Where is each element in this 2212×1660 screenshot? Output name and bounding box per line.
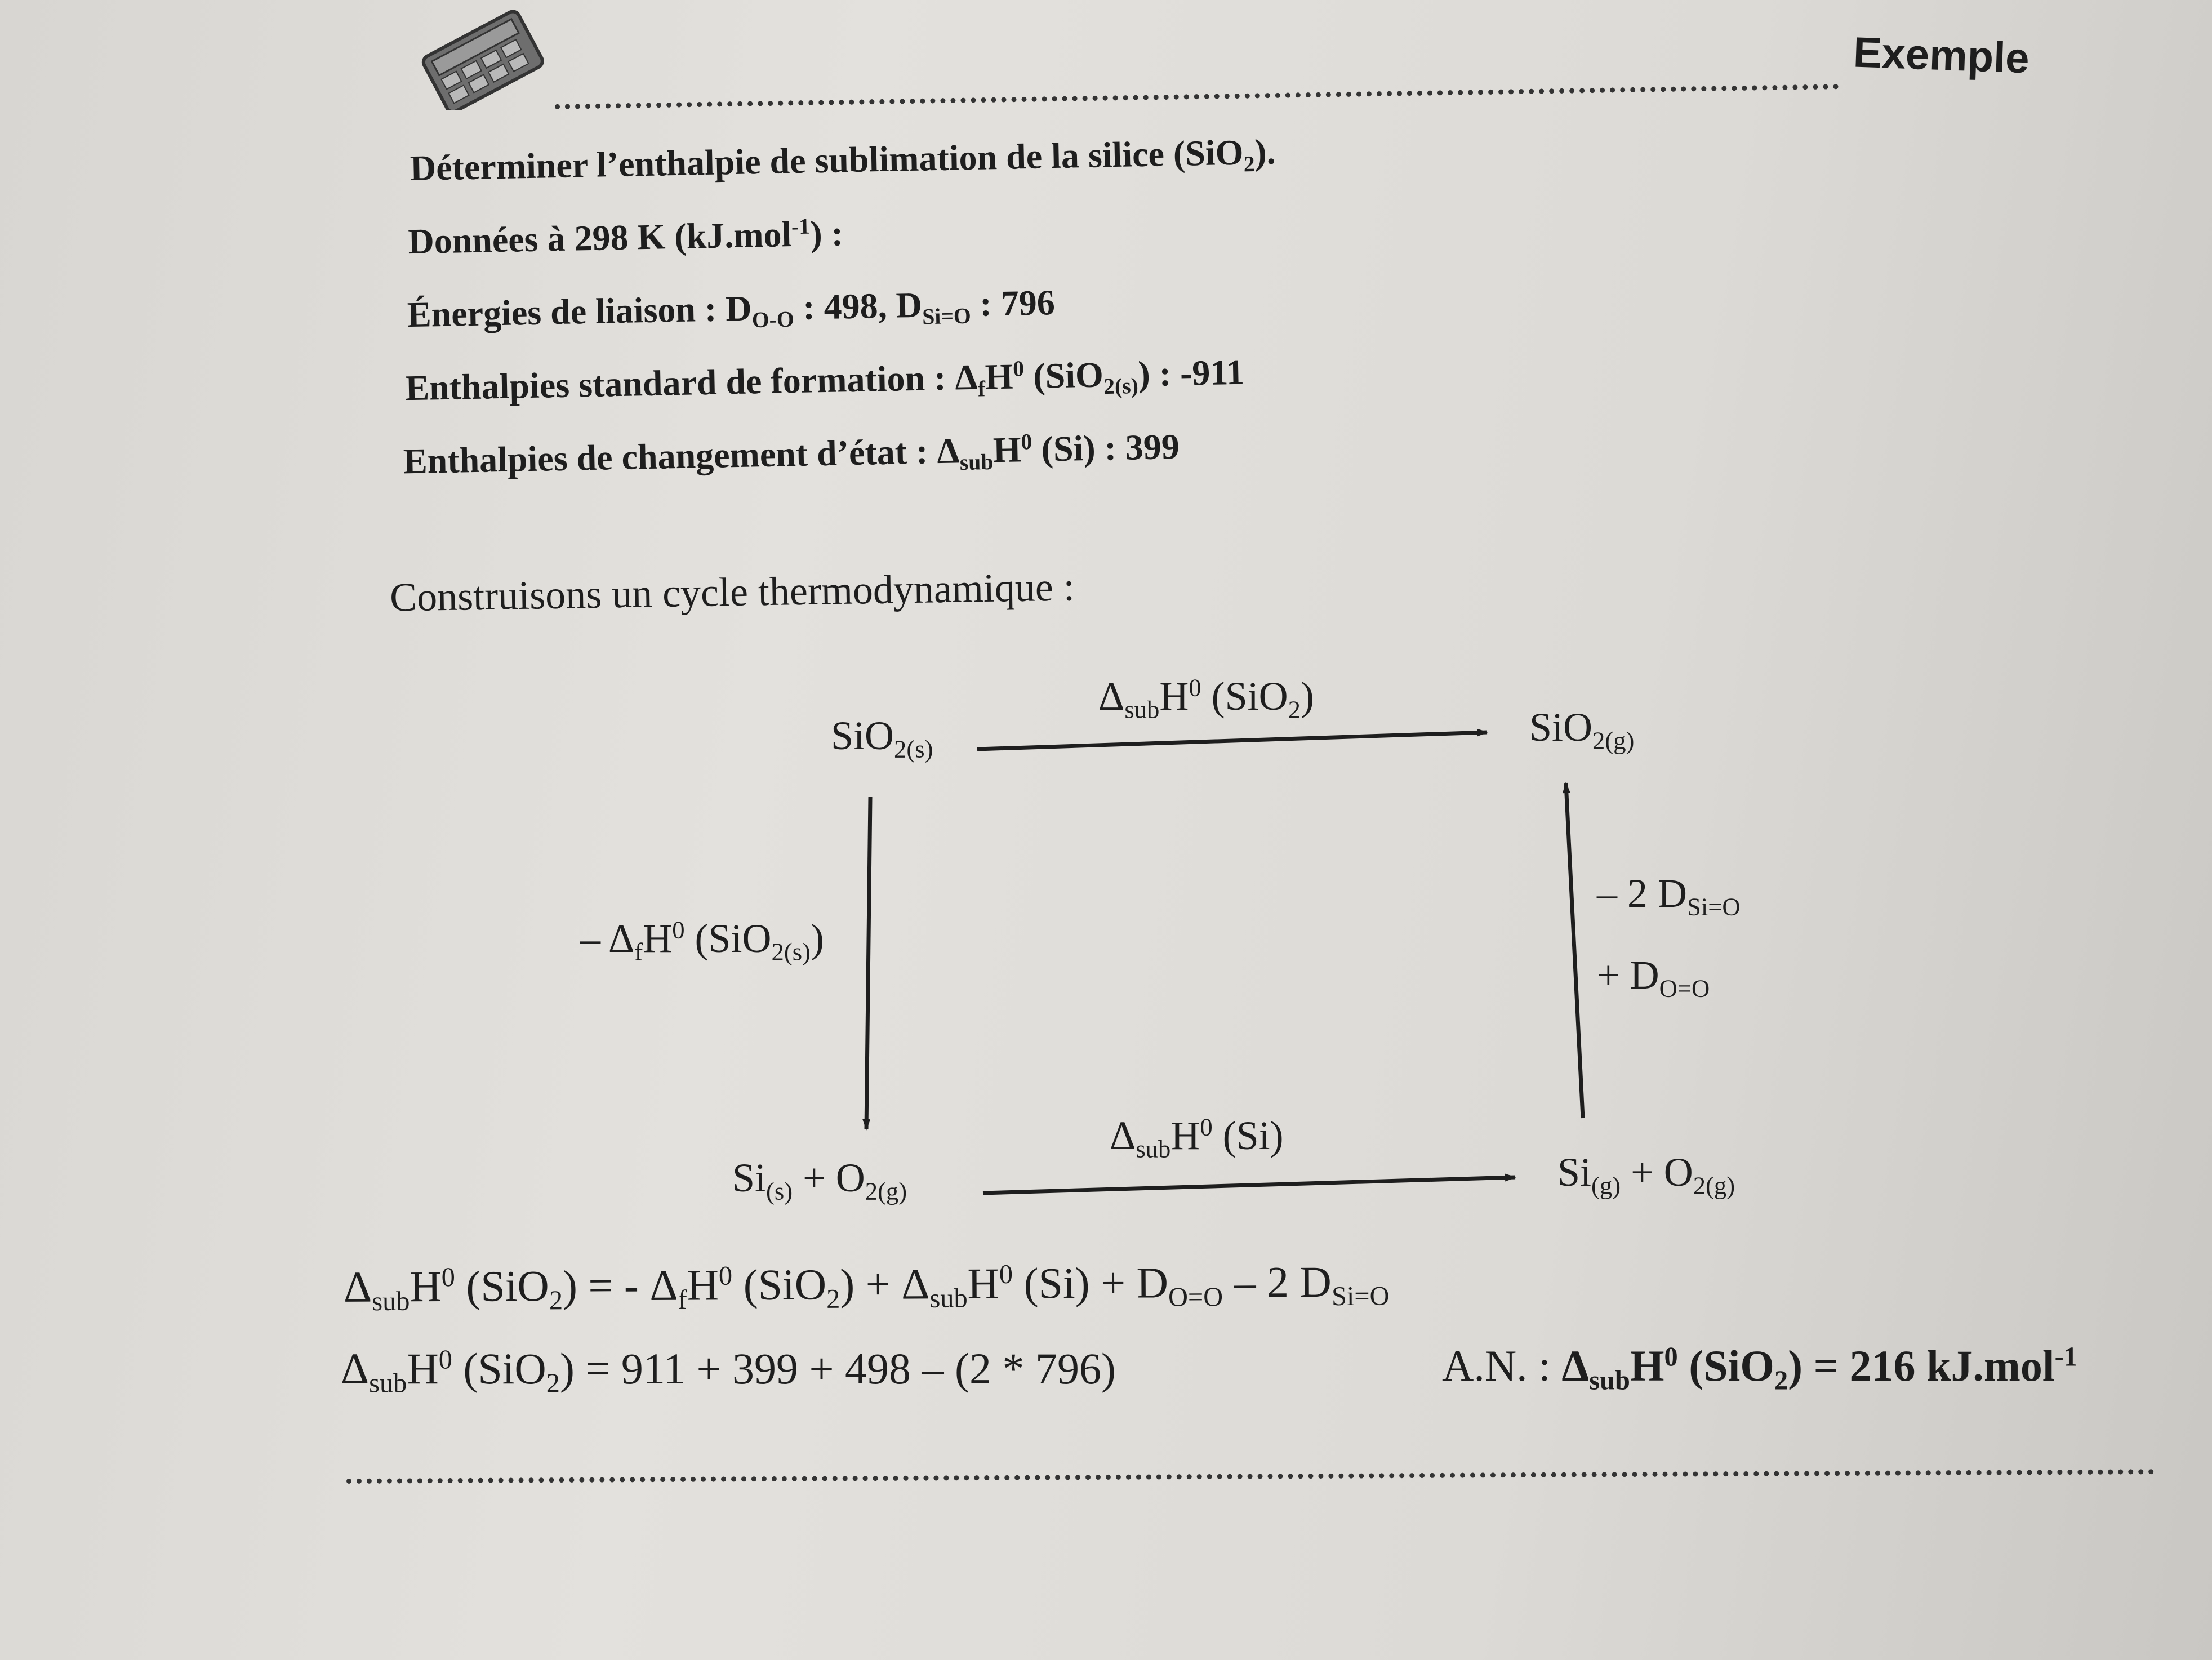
arrow-right-up — [1566, 783, 1583, 1118]
node-si-o2-solid: $Si_{(s)} + O_{2(g)}$ — [732, 1155, 907, 1205]
label-left-arrow: – $\Delta_fH^0$ (SiO$_{2(s)}$) — [580, 915, 824, 966]
arrow-left-down — [866, 797, 870, 1129]
formation-enthalpy: Enthalpies standard de formation : $\Delta_fH^0$ (SiO$_{2(s)}$) : -911 — [404, 351, 1245, 408]
label-right-arrow-1: – 2 $D_{Si=O}$ — [1597, 871, 1741, 921]
label-top-arrow: $\Delta_{sub}H^0$ (SiO$_2$) — [1098, 673, 1314, 724]
cycle-intro: Construisons un cycle thermodynamique : — [389, 564, 1075, 620]
bond-energies: Énergies de liaison : $D_{O-O}$ : 498, $D_{Si=O}$ : 796 — [407, 282, 1056, 335]
section-label: Exemple — [1852, 28, 2030, 83]
result-equation: $\Delta_{sub}H^0$ (SiO$_2$) = - $\Delta_fH^0$ $(SiO_2) + \Delta_{sub}H^0$ $(Si) + D_{O=O} - 2$ $D_{Si=O}$ — [343, 1257, 1390, 1317]
data-conditions: Données à 298 K (kJ.mol$^{-1}$) : — [407, 213, 844, 262]
node-sio2-gas: SiO$_{2(g)}$ — [1529, 705, 1635, 755]
numeric-answer: A.N. : $\Delta_{sub}H^0$ (SiO$_2$) = 216 kJ.mol$^{-1}$ — [1442, 1341, 2077, 1396]
numeric-substitution: $\Delta_{sub}H^0$ (SiO$_2$) = 911 + 399 + 498 – (2 * 796) — [341, 1344, 1116, 1399]
label-bottom-arrow: $\Delta_{sub}H^0$ (Si) — [1110, 1112, 1284, 1163]
arrow-top — [977, 732, 1487, 749]
problem-prompt: Déterminer l’enthalpie de sublimation de la silice (SiO$_2$). — [410, 131, 1276, 189]
node-si-o2-gas: $Si_{(g)} + O_{2(g)}$ — [1557, 1150, 1735, 1200]
state-change-enthalpy: Enthalpies de changement d’état : $\Delta_{sub}H^0$ (Si) : 399 — [403, 426, 1180, 482]
label-right-arrow-2: + $D_{O=O}$ — [1597, 953, 1710, 1003]
node-sio2-solid: SiO$_{2(s)}$ — [831, 713, 933, 763]
arrow-bottom — [983, 1177, 1515, 1193]
